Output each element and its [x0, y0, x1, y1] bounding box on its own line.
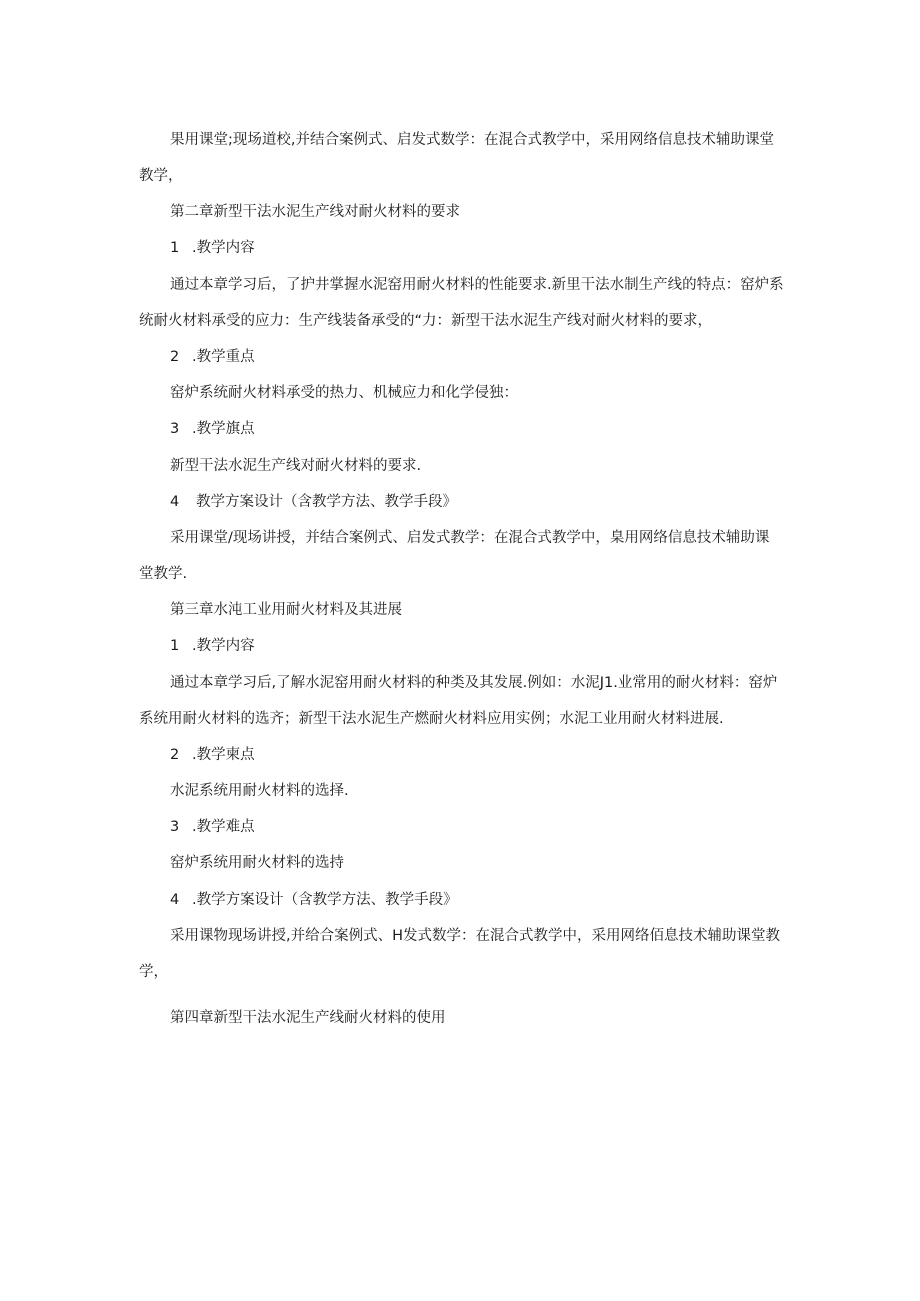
paragraph-line: 水泥系统用耐火材料的选择. [170, 783, 349, 799]
chapter-heading: 第四章新型干法水泥生产线耐火材料的使用 [170, 1010, 446, 1026]
numbered-item [170, 492, 457, 512]
paragraph-line: 采用课堂/现场讲授，并结合案例式、启发式教学：在混合式教学中，臬用网络信息技术辅助课 [170, 530, 770, 546]
item-number: 2 [170, 747, 180, 763]
item-number: 3 [170, 421, 180, 437]
paragraph-line: 窑炉系统用耐火材料的选持 [170, 855, 344, 871]
item-number: 1 [170, 638, 180, 654]
item-label: .教学难点 [192, 819, 255, 835]
paragraph-line: 堂教学. [139, 566, 188, 582]
paragraph-line: 窑炉系统耐火材料承受的热力、机械应力和化学侵独： [170, 385, 518, 401]
paragraph-line: 学， [139, 964, 168, 980]
item-number: 4 [170, 494, 180, 510]
item-label: .教学方案设计（含教学方法、教学手段》 [192, 892, 458, 908]
item-label: .教学内容 [192, 638, 255, 654]
item-label: .教学旗点 [192, 421, 255, 437]
paragraph-line: 教学， [139, 168, 183, 184]
numbered-item [170, 817, 255, 837]
paragraph-line: 统耐火材料承受的应力：生产线装备承受的“力：新型干法水泥生产线对耐火材料的要求， [139, 313, 713, 329]
chapter-heading: 第二章新型干法水泥生产线对耐火材料的要求 [170, 204, 460, 220]
item-number: 3 [170, 819, 180, 835]
numbered-item [170, 745, 255, 765]
item-number: 4 [170, 892, 180, 908]
item-label: .教学重点 [192, 349, 255, 365]
numbered-item [170, 238, 255, 258]
item-label: .教学柬点 [192, 747, 255, 763]
paragraph-line: 新型干法水泥生产线对耐火材料的要求. [170, 458, 422, 474]
paragraph-line: 果用课堂;现场道校,并结合案例式、启发式数学：在混合式教学中，采用网络信息技术辅助课堂 [170, 132, 774, 148]
item-number: 2 [170, 349, 180, 365]
item-number: 1 [170, 240, 180, 256]
numbered-item [170, 890, 458, 910]
paragraph-line: 系统用耐火材料的选齐；新型干法水泥生产燃耐火材料应用实例；水泥工业用耐火材料进展. [139, 711, 724, 727]
paragraph-line: 采用课物现场讲授,并给合案例式、H发式数学：在混合式教学中，采用网络佰息技术辅助课堂教 [170, 928, 781, 944]
numbered-item [170, 347, 255, 367]
paragraph-line: 通过本章学习后，了护井掌握水泥窑用耐火材料的性能要求.新里干法水制生产线的特点：窑炉系 [170, 277, 784, 293]
paragraph-line: 通过本章学习后,了解水泥窑用耐火材料的种类及其发展.例如：水泥J1.业常用的耐火材料：窑炉 [170, 675, 778, 691]
item-label: .教学内容 [192, 240, 255, 256]
item-label: 教学方案设计（含教学方法、教学手段》 [196, 494, 457, 510]
chapter-heading: 第三章水沌工业用耐火材料及其进展 [170, 602, 402, 618]
numbered-item [170, 419, 255, 439]
numbered-item [170, 636, 255, 656]
